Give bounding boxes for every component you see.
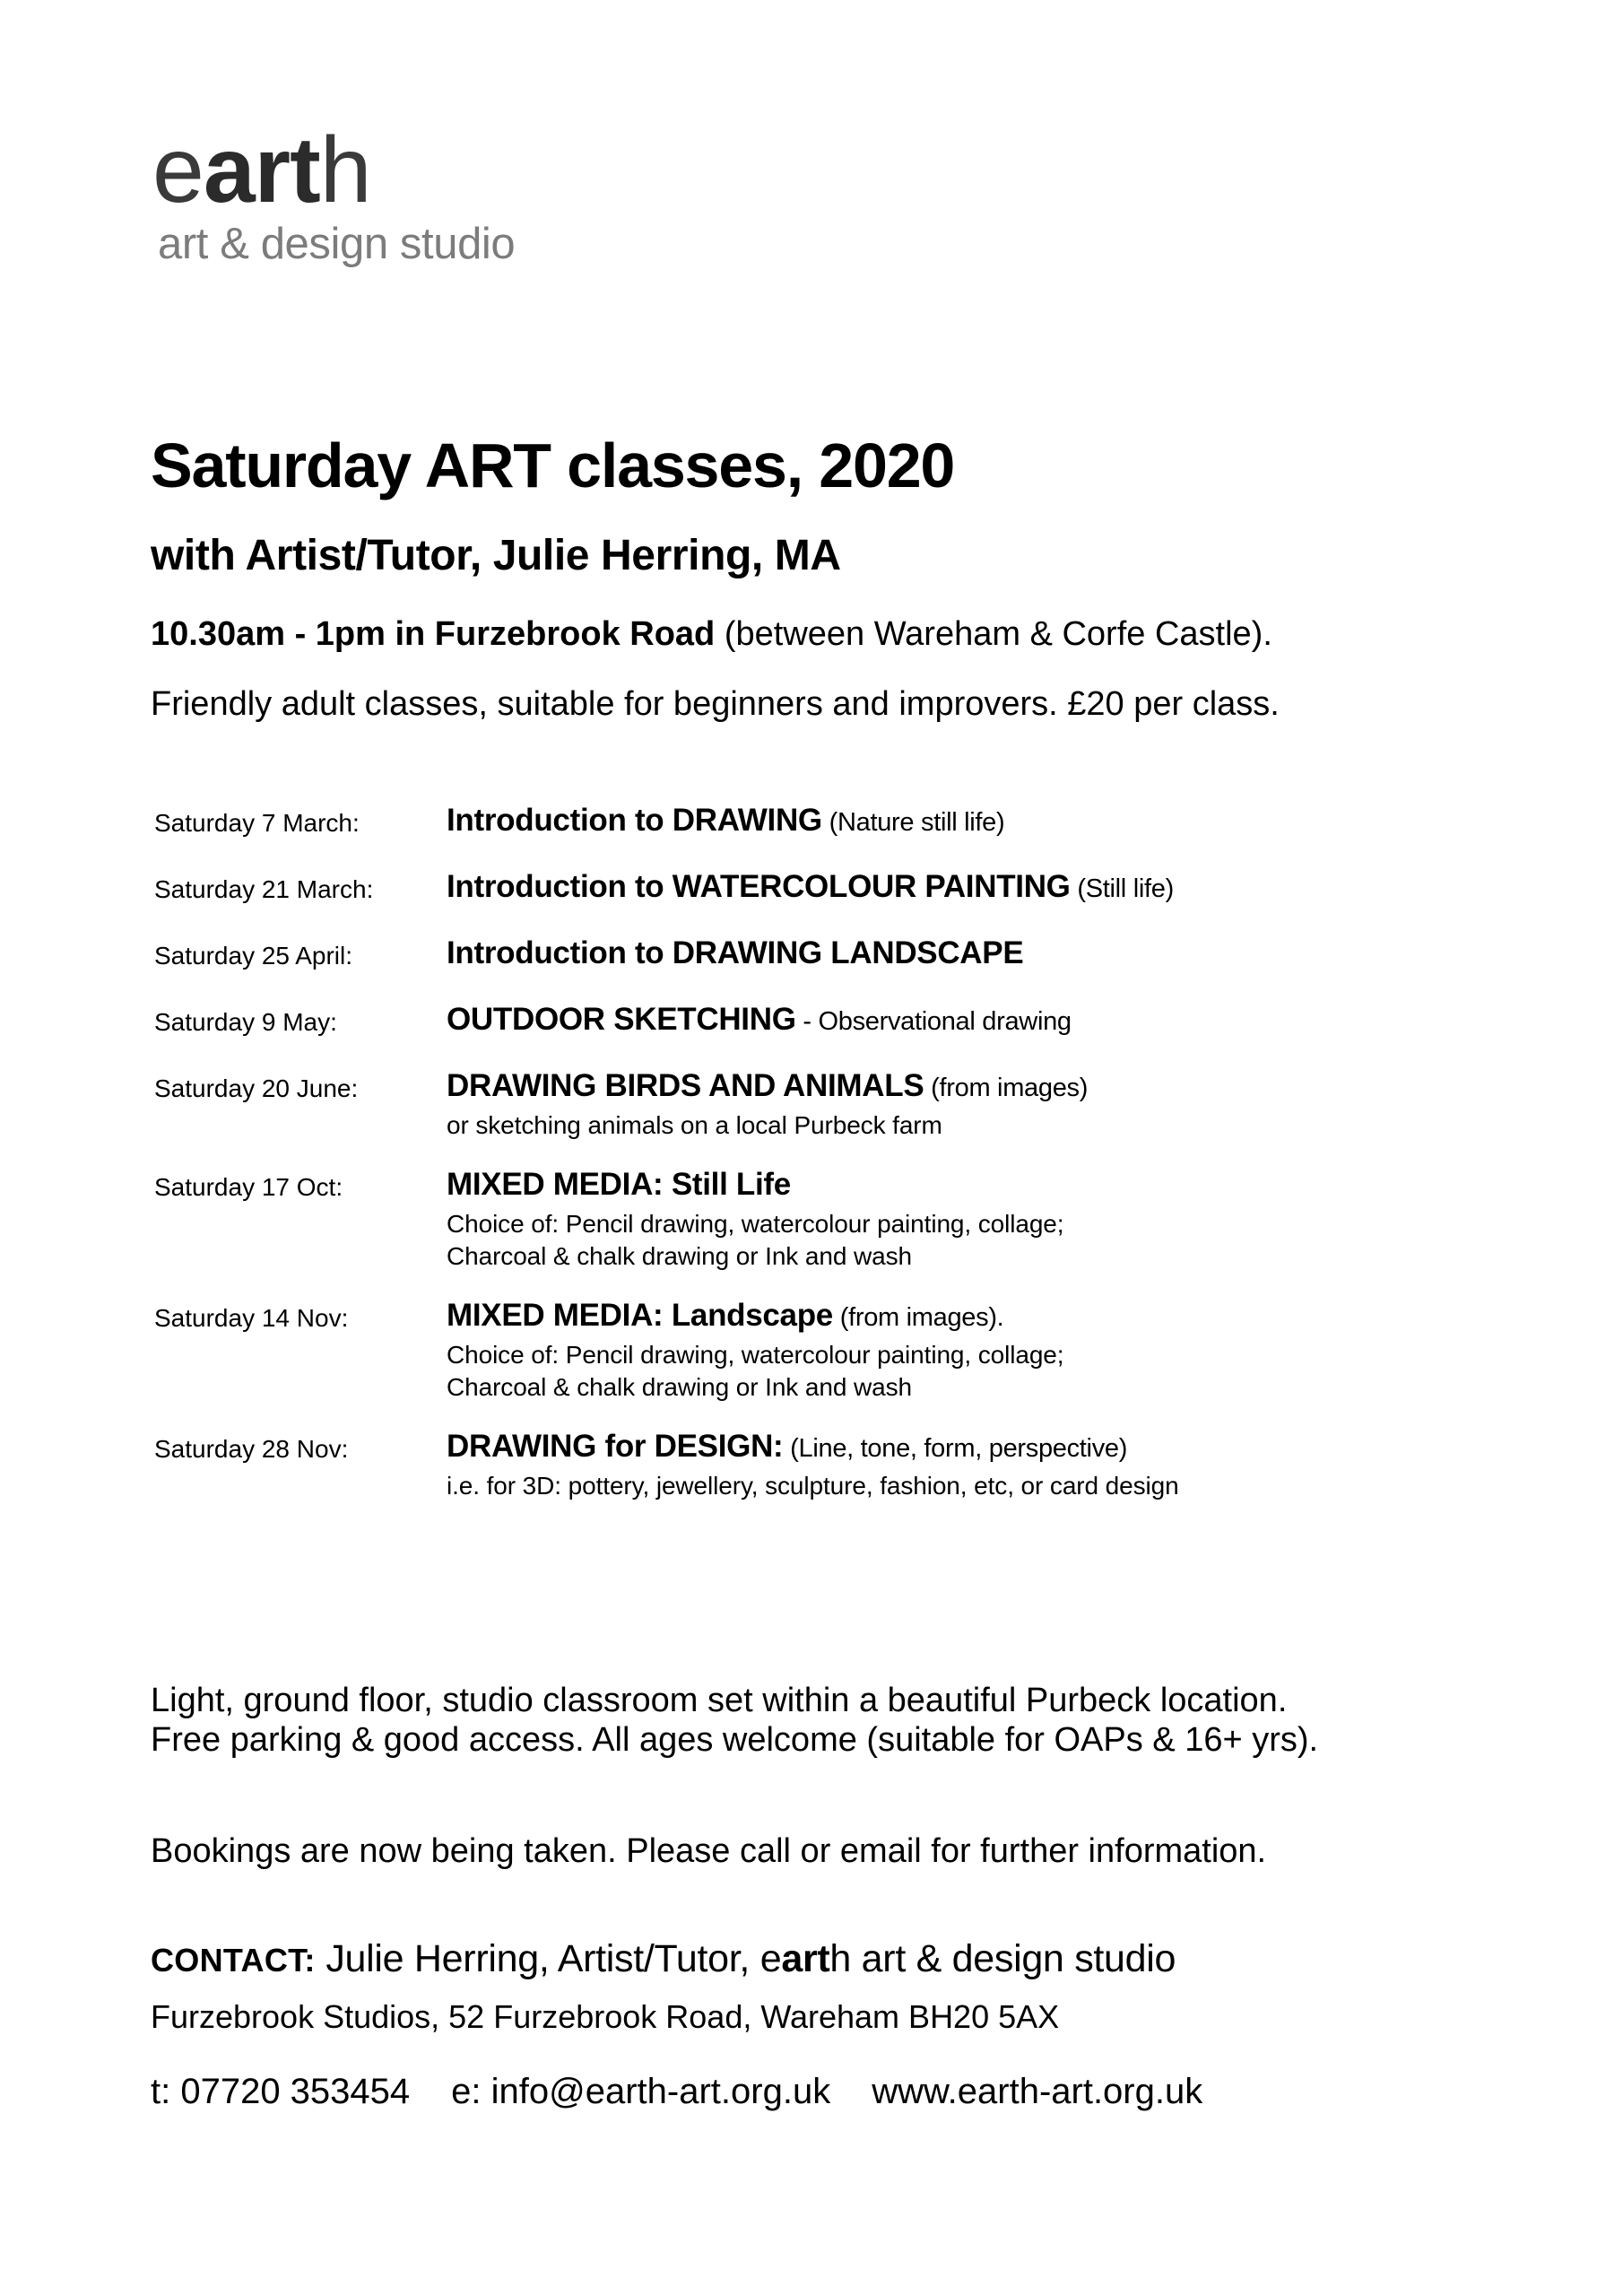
booking-note: Bookings are now being taken. Please call or email for further information. bbox=[151, 1832, 1267, 1870]
contact-line bbox=[151, 1937, 1176, 1981]
class-date: Saturday 28 Nov: bbox=[154, 1435, 349, 1463]
class-title bbox=[447, 935, 1499, 971]
class-row bbox=[154, 1002, 1499, 1041]
class-title bbox=[447, 1298, 1499, 1334]
class-title-main: Introduction to DRAWING bbox=[447, 803, 822, 838]
class-title bbox=[447, 1002, 1499, 1038]
intro-time-venue bbox=[151, 615, 1272, 654]
class-subline: i.e. for 3D: pottery, jewellery, sculpture, fashion, etc, or card design bbox=[447, 1472, 1179, 1500]
class-date: Saturday 7 March: bbox=[154, 809, 360, 837]
class-title-suffix: (Nature still life) bbox=[821, 808, 1005, 837]
page-subtitle: with Artist/Tutor, Julie Herring, MA bbox=[151, 531, 841, 579]
contact-details bbox=[151, 2072, 1202, 2112]
class-title-main: MIXED MEDIA: Still Life bbox=[447, 1167, 791, 1202]
class-title-suffix: (Line, tone, form, perspective) bbox=[783, 1434, 1128, 1463]
class-subline: Charcoal & chalk drawing or Ink and wash bbox=[447, 1373, 912, 1401]
class-date: Saturday 21 March: bbox=[154, 875, 374, 903]
class-title-suffix: - Observational drawing bbox=[795, 1007, 1072, 1036]
class-title bbox=[447, 869, 1499, 905]
class-subline: Charcoal & chalk drawing or Ink and wash bbox=[447, 1242, 912, 1270]
logo-wordmark bbox=[152, 118, 515, 222]
class-subline: or sketching animals on a local Purbeck farm bbox=[447, 1111, 942, 1139]
intro-time-value: 10.30am - 1pm bbox=[151, 615, 386, 653]
class-title-main: DRAWING BIRDS AND ANIMALS bbox=[447, 1068, 924, 1103]
class-schedule-list bbox=[154, 803, 1499, 1527]
class-row bbox=[154, 803, 1499, 842]
venue-description bbox=[151, 1681, 1318, 1760]
class-title-main: Introduction to DRAWING LANDSCAPE bbox=[447, 935, 1024, 970]
class-subline: Choice of: Pencil drawing, watercolour painting, collage; bbox=[447, 1341, 1064, 1369]
class-date: Saturday 25 April: bbox=[154, 942, 353, 970]
class-date: Saturday 17 Oct: bbox=[154, 1173, 343, 1201]
logo-tagline: art & design studio bbox=[158, 220, 516, 268]
contact-brand-art: art bbox=[781, 1937, 830, 1980]
contact-address: Furzebrook Studios, 52 Furzebrook Road, Wareham BH20 5AX bbox=[151, 1998, 1060, 2035]
class-date: Saturday 20 June: bbox=[154, 1074, 359, 1102]
class-title bbox=[447, 803, 1499, 839]
logo-letter-e: e bbox=[152, 118, 204, 222]
class-title-main: Introduction to WATERCOLOUR PAINTING bbox=[447, 869, 1071, 904]
class-row bbox=[154, 1298, 1499, 1402]
class-subline: Choice of: Pencil drawing, watercolour painting, collage; bbox=[447, 1210, 1064, 1238]
class-row bbox=[154, 935, 1499, 975]
venue-description-line2: Free parking & good access. All ages welcome (suitable for OAPs & 16+ yrs). bbox=[151, 1721, 1319, 1760]
class-title-suffix: (from images). bbox=[832, 1303, 1004, 1332]
class-date: Saturday 9 May: bbox=[154, 1008, 337, 1036]
class-title-main: DRAWING for DESIGN: bbox=[447, 1429, 784, 1464]
venue-description-line1: Light, ground floor, studio classroom set within a beautiful Purbeck location. bbox=[151, 1682, 1288, 1719]
class-date: Saturday 14 Nov: bbox=[154, 1304, 349, 1332]
brand-logo bbox=[152, 118, 516, 269]
contact-phone[interactable]: t: 07720 353454 bbox=[151, 2072, 411, 2111]
class-title-main: OUTDOOR SKETCHING bbox=[447, 1002, 796, 1037]
page-title: Saturday ART classes, 2020 bbox=[151, 430, 955, 500]
intro-venue-detail: (between Wareham & Corfe Castle). bbox=[715, 615, 1272, 653]
class-row bbox=[154, 869, 1499, 909]
contact-brand-rest: h art & design studio bbox=[829, 1937, 1176, 1980]
intro-venue-bold: in Furzebrook Road bbox=[395, 615, 716, 653]
class-title bbox=[447, 1167, 1499, 1203]
class-row bbox=[154, 1167, 1499, 1271]
logo-letters-art: art bbox=[203, 118, 320, 222]
contact-email[interactable]: e: info@earth-art.org.uk bbox=[451, 2072, 831, 2111]
intro-note: Friendly adult classes, suitable for beginners and improvers. £20 per class. bbox=[151, 685, 1280, 723]
contact-website[interactable]: www.earth-art.org.uk bbox=[872, 2072, 1203, 2111]
class-title-main: MIXED MEDIA: Landscape bbox=[447, 1298, 833, 1333]
class-title-suffix: (from images) bbox=[924, 1074, 1089, 1102]
class-title bbox=[447, 1429, 1499, 1465]
logo-letter-h: h bbox=[319, 118, 371, 222]
class-title bbox=[447, 1068, 1499, 1104]
contact-name: Julie Herring, Artist/Tutor, e bbox=[315, 1937, 782, 1980]
class-title-suffix: (Still life) bbox=[1070, 874, 1174, 903]
class-row bbox=[154, 1429, 1499, 1500]
contact-label: CONTACT: bbox=[151, 1942, 316, 1979]
class-row bbox=[154, 1068, 1499, 1140]
